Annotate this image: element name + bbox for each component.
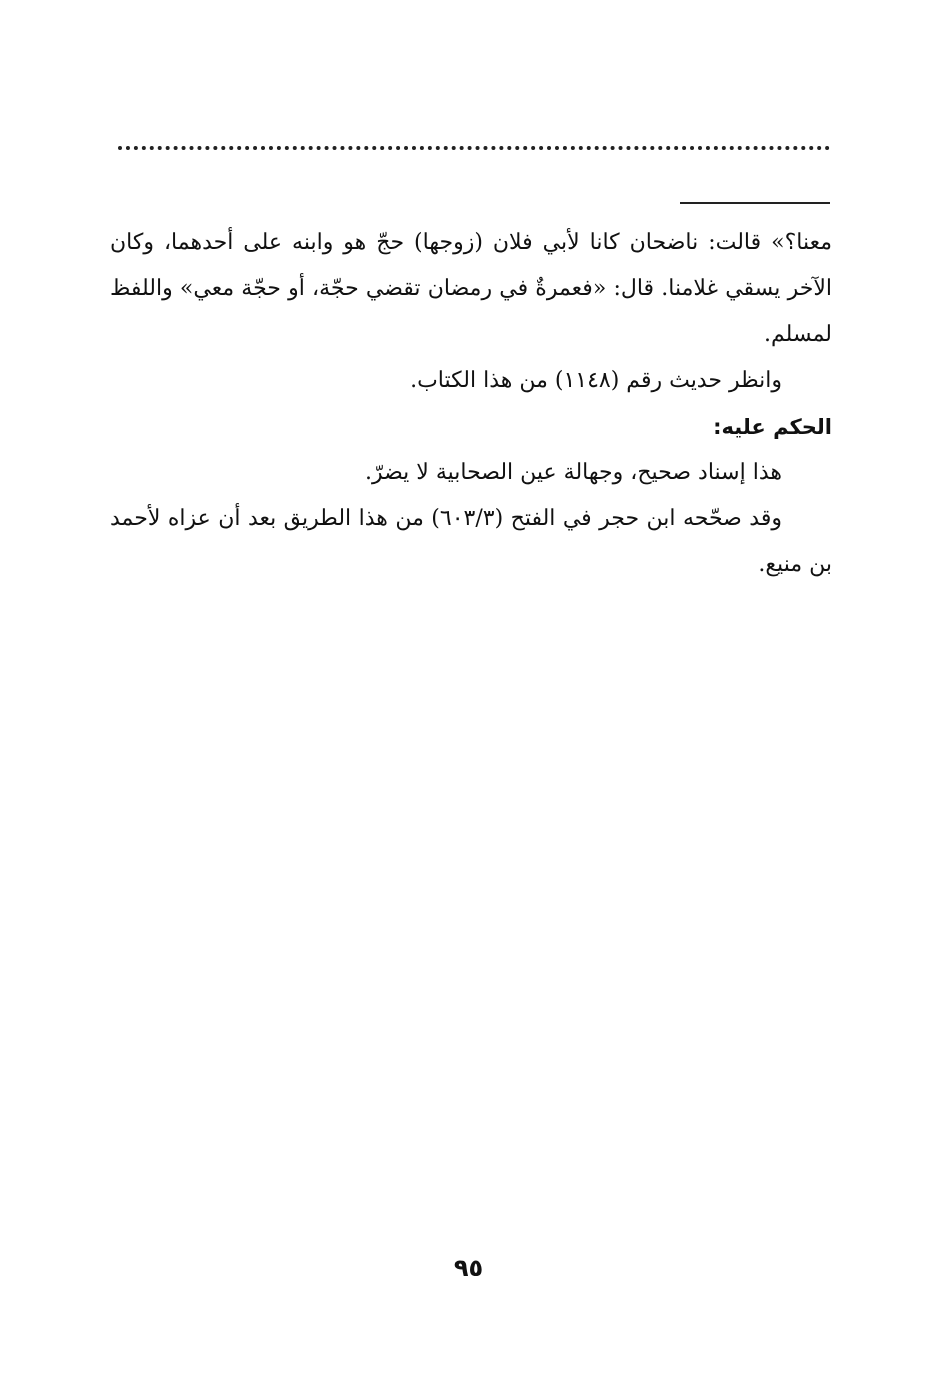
section-heading: الحكم عليه: — [713, 415, 832, 439]
page-number: ٩٥ — [453, 1254, 484, 1282]
footnote-text — [110, 220, 832, 588]
footnote-paragraph: معنا؟» قالت: ناضحان كانا لأبي فلان (زوجها) حجّ هو وابنه على أحدهما، وكان الآخر يسقي غلامنا. قال: «فعمرةٌ في رمضان تقضي حجّة، أو حجّة معي» واللفظ لمسلم. — [110, 230, 832, 347]
dotted-separator — [118, 146, 830, 160]
authentication-paragraph: وقد صحّحه ابن حجر في الفتح (٦٠٣/٣) من هذا الطريق بعد أن عزاه لأحمد بن منيع. — [110, 506, 832, 577]
cross-reference-paragraph: وانظر حديث رقم (١١٤٨) من هذا الكتاب. — [410, 368, 782, 393]
footnote-rule — [680, 202, 830, 204]
ruling-paragraph: هذا إسناد صحيح، وجهالة عين الصحابية لا يضرّ. — [364, 460, 782, 485]
